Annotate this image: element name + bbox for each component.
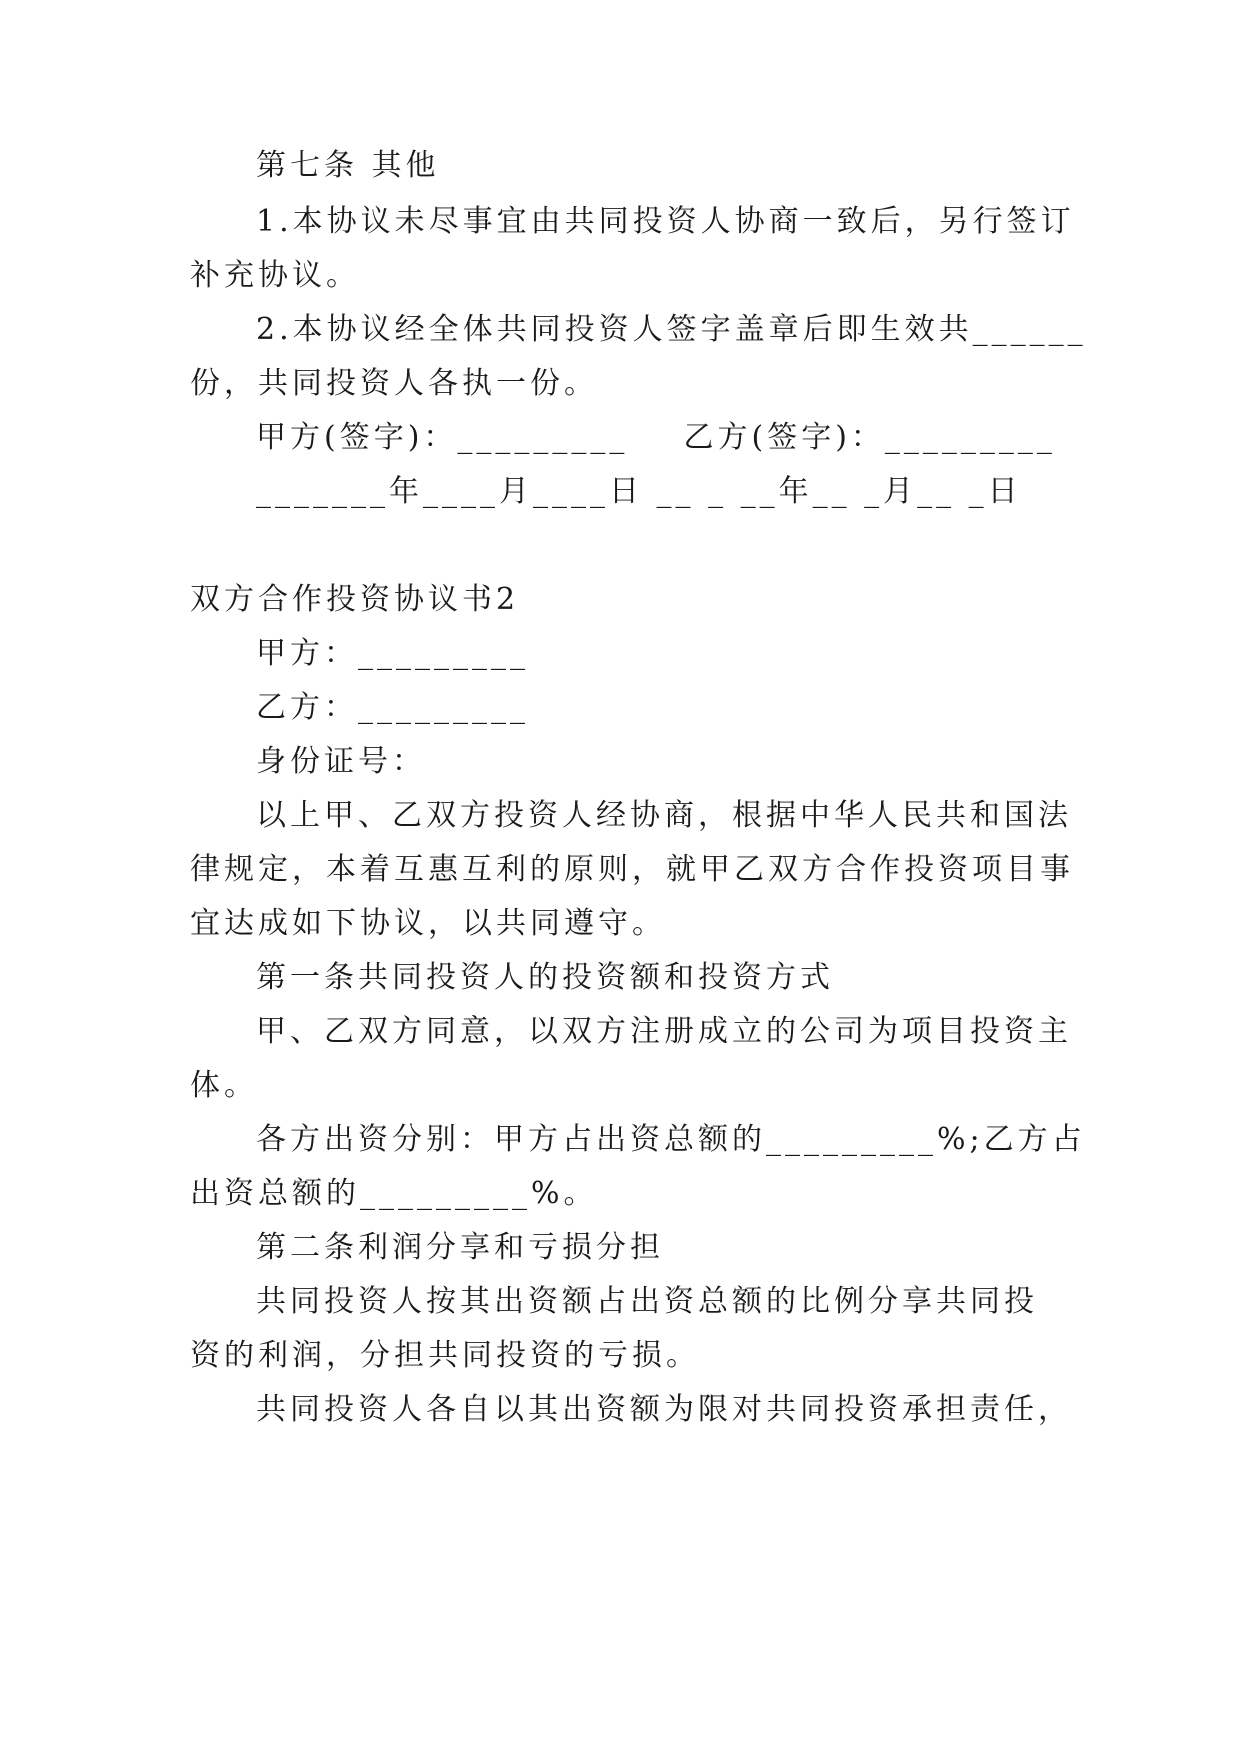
paragraph-line: 宜达成如下协议，以共同遵守。 — [190, 906, 666, 941]
date-row: _______年____月____日 __ _ __年__ _月__ _日 — [256, 474, 1022, 509]
paragraph-line: 共同投资人各自以其出资额为限对共同投资承担责任， — [256, 1392, 1072, 1427]
document-title: 双方合作投资协议书2 — [190, 582, 520, 617]
paragraph-line: 体。 — [190, 1068, 258, 1103]
paragraph-line: 甲、乙双方同意，以双方注册成立的公司为项目投资主 — [256, 1014, 1072, 1049]
paragraph-line: 各方出资分别：甲方占出资总额的_________%;乙方占 — [256, 1122, 1086, 1157]
paragraph-line: 出资总额的_________%。 — [190, 1176, 598, 1211]
article-1-heading: 第一条共同投资人的投资额和投资方式 — [256, 960, 834, 995]
party-b-field: 乙方：_________ — [256, 690, 529, 725]
paragraph-line: 份，共同投资人各执一份。 — [190, 366, 598, 401]
article-2-heading: 第二条利润分享和亏损分担 — [256, 1230, 664, 1265]
party-b-signature: 乙方(签字)：_________ — [683, 420, 1056, 455]
signature-row — [256, 418, 1136, 458]
paragraph-line: 资的利润，分担共同投资的亏损。 — [190, 1338, 700, 1373]
paragraph-line: 以上甲、乙双方投资人经协商，根据中华人民共和国法 — [256, 798, 1072, 833]
paragraph-line: 2.本协议经全体共同投资人签字盖章后即生效共______ — [256, 312, 1087, 347]
paragraph-line: 律规定，本着互惠互利的原则，就甲乙双方合作投资项目事 — [190, 852, 1074, 887]
paragraph-line: 共同投资人按其出资额占出资总额的比例分享共同投 — [256, 1284, 1038, 1319]
party-a-signature: 甲方(签字)：_________ — [256, 420, 629, 455]
paragraph-line: 补充协议。 — [190, 258, 360, 293]
party-a-field: 甲方：_________ — [256, 636, 529, 671]
paragraph-line: 1.本协议未尽事宜由共同投资人协商一致后，另行签订 — [256, 204, 1075, 239]
id-number-field: 身份证号： — [256, 744, 426, 779]
article-7-heading: 第七条 其他 — [256, 148, 440, 183]
